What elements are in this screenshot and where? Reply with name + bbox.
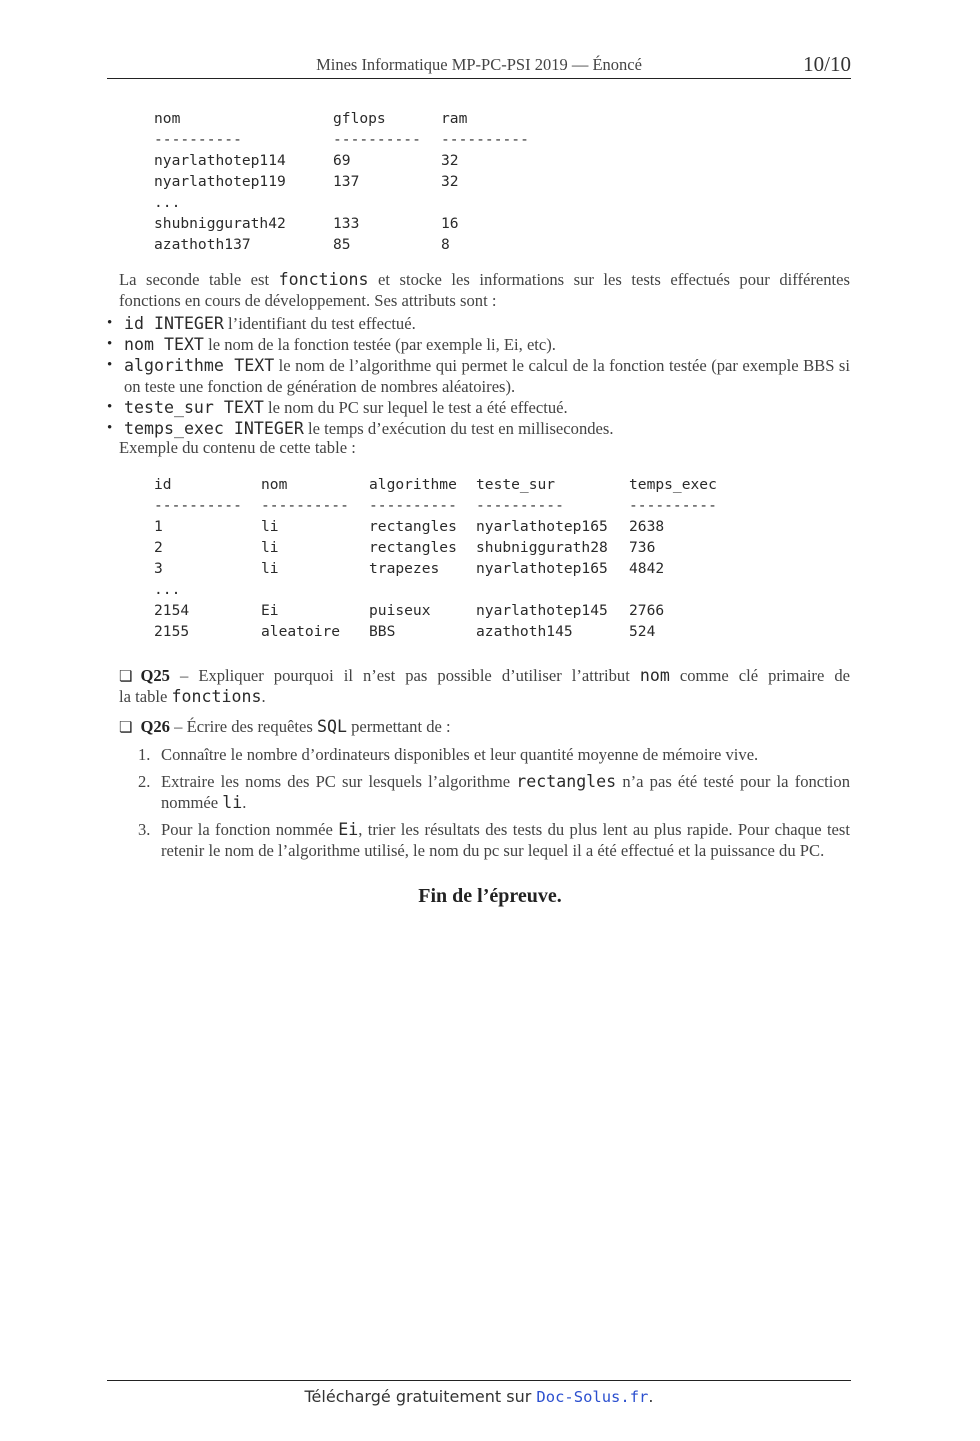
attribute-code: teste_sur TEXT (124, 398, 264, 417)
bullet-icon: • (107, 399, 113, 415)
table-cell: puiseux (369, 602, 431, 619)
attribute-code: algorithme TEXT (124, 356, 275, 375)
attribute-item (107, 397, 850, 418)
table-cell: ---------- (369, 497, 457, 514)
attribute-code: id INTEGER (124, 314, 224, 333)
q26-item-2: 2. Extraire les noms des PC sur lesquels l’algorithme rectangles n’a pas été testé pour la fonction nommée li. (138, 772, 850, 812)
attribute-item (107, 355, 850, 397)
table-cell: azathoth145 (476, 623, 573, 640)
attribute-description: le nom de la fonction testée (par exemple li, Ei, etc). (203, 335, 556, 354)
table-cell: BBS (369, 623, 396, 640)
table-row (154, 600, 754, 621)
question-q26: ❏ Q26 – Écrire des requêtes SQL permettant de : (119, 716, 451, 739)
table-cell: gflops (333, 110, 386, 127)
attribute-description: le temps d’exécution du test en millisecondes. (303, 419, 614, 438)
table-cell: 8 (441, 236, 450, 253)
table-cell: li (261, 539, 279, 556)
fonctions-table-example (154, 474, 754, 642)
table-cell: li (261, 560, 279, 577)
table-row (154, 621, 754, 642)
page-header (107, 52, 851, 79)
table-row (154, 150, 574, 171)
table-cell: li (261, 518, 279, 535)
page-footer: Téléchargé gratuitement sur Doc-Solus.fr. (107, 1380, 851, 1406)
ordinateurs-table-example (154, 108, 574, 255)
table-cell: ---------- (261, 497, 349, 514)
table-row (154, 213, 574, 234)
attribute-code: temps_exec INTEGER (124, 419, 304, 438)
code-fonctions: fonctions (278, 270, 369, 289)
table-cell: 133 (333, 215, 360, 232)
table-cell: nom (154, 110, 181, 127)
bullet-icon: • (107, 357, 113, 373)
table-cell: algorithme (369, 476, 457, 493)
table-cell: ram (441, 110, 468, 127)
table-cell: trapezes (369, 560, 440, 577)
table-rule-row (154, 495, 754, 516)
table-cell: nyarlathotep119 (154, 173, 286, 190)
table-cell: 4842 (629, 560, 665, 577)
table-cell: 736 (629, 539, 656, 556)
table-cell: 32 (441, 152, 459, 169)
table-cell: ---------- (629, 497, 717, 514)
attribute-description: l’identifiant du test effectué. (223, 314, 416, 333)
table-header-row (154, 108, 574, 129)
attribute-description: le nom de l’algorithme qui permet le calcul de la fonction testée (par exemple BBS si on teste une fonction de génération de nombres aléatoires). (124, 356, 851, 396)
table-row (154, 558, 754, 579)
table-row (154, 579, 754, 600)
attribute-list (107, 313, 850, 439)
header-title: Mines Informatique MP-PC-PSI 2019 — Énoncé (316, 55, 642, 74)
table-cell: 2638 (629, 518, 665, 535)
attribute-item (107, 418, 850, 439)
table-row (154, 537, 754, 558)
q26-item-1: 1. Connaître le nombre d’ordinateurs disponibles et leur quantité moyenne de mémoire vive. (138, 745, 759, 764)
intro-line-2: fonctions en cours de développement. Ses attributs sont : (119, 291, 497, 310)
question-q25-line-1: ❏ Q25 – Expliquer pourquoi il n’est pas possible d’utiliser l’attribut nom comme clé primaire de (119, 665, 850, 688)
table-cell: 1 (154, 518, 163, 535)
bullet-icon: • (107, 420, 113, 436)
table-cell: 2766 (629, 602, 665, 619)
table-cell: id (154, 476, 172, 493)
bullet-icon: • (107, 315, 113, 331)
table-rule-row (154, 129, 574, 150)
table-cell: 2154 (154, 602, 190, 619)
table-cell: 85 (333, 236, 351, 253)
table-cell: Ei (261, 602, 279, 619)
table-cell: 2155 (154, 623, 190, 640)
table-row (154, 516, 754, 537)
table-cell: ---------- (154, 497, 242, 514)
checkbox-icon: ❏ (119, 669, 133, 685)
table-cell: temps_exec (629, 476, 717, 493)
checkbox-icon: ❏ (119, 720, 133, 736)
table-cell: aleatoire (261, 623, 341, 640)
attribute-code: nom TEXT (124, 335, 204, 354)
attribute-item (107, 313, 850, 334)
page-number: 10/10 (803, 52, 851, 76)
table-cell: 16 (441, 215, 459, 232)
question-q25-line-2: la table fonctions. (119, 687, 266, 706)
table-header-row (154, 474, 754, 495)
q26-item-3: 3. Pour la fonction nommée Ei, trier les résultats des tests du plus lent au plus rapide. Pour chaque test retenir le nom de l’algorithme utilisé, le nom du pc sur lequel il a été effectué et la puissance du PC. (138, 820, 850, 860)
example-label: Exemple du contenu de cette table : (119, 438, 356, 457)
table-cell: azathoth137 (154, 236, 251, 253)
bullet-icon: • (107, 336, 113, 352)
table-cell: 32 (441, 173, 459, 190)
table-cell: ---------- (154, 131, 242, 148)
table-cell: nyarlathotep145 (476, 602, 608, 619)
table-cell: nyarlathotep165 (476, 518, 608, 535)
table-row (154, 234, 574, 255)
table-row (154, 171, 574, 192)
intro-line-1: La seconde table est fonctions et stocke les informations sur les tests effectués pour différentes (119, 270, 850, 289)
table-cell: ... (154, 194, 181, 211)
table-cell: rectangles (369, 539, 457, 556)
table-cell: shubniggurath42 (154, 215, 286, 232)
table-cell: ---------- (441, 131, 529, 148)
end-of-exam: Fin de l’épreuve. (418, 885, 562, 907)
question-number: Q25 (140, 666, 170, 685)
table-cell: 2 (154, 539, 163, 556)
table-cell: nyarlathotep165 (476, 560, 608, 577)
table-cell: ---------- (476, 497, 564, 514)
table-cell: 3 (154, 560, 163, 577)
table-cell: nom (261, 476, 288, 493)
doc-solus-link[interactable]: Doc-Solus.fr (536, 1388, 649, 1406)
attribute-item (107, 334, 850, 355)
table-cell: 524 (629, 623, 656, 640)
table-cell: nyarlathotep114 (154, 152, 286, 169)
table-row (154, 192, 574, 213)
table-cell: teste_sur (476, 476, 556, 493)
table-cell: shubniggurath28 (476, 539, 608, 556)
table-cell: ---------- (333, 131, 421, 148)
question-number: Q26 (140, 717, 170, 736)
table-cell: rectangles (369, 518, 457, 535)
table-cell: ... (154, 581, 181, 598)
attribute-description: le nom du PC sur lequel le test a été effectué. (263, 398, 568, 417)
table-cell: 137 (333, 173, 360, 190)
table-cell: 69 (333, 152, 351, 169)
